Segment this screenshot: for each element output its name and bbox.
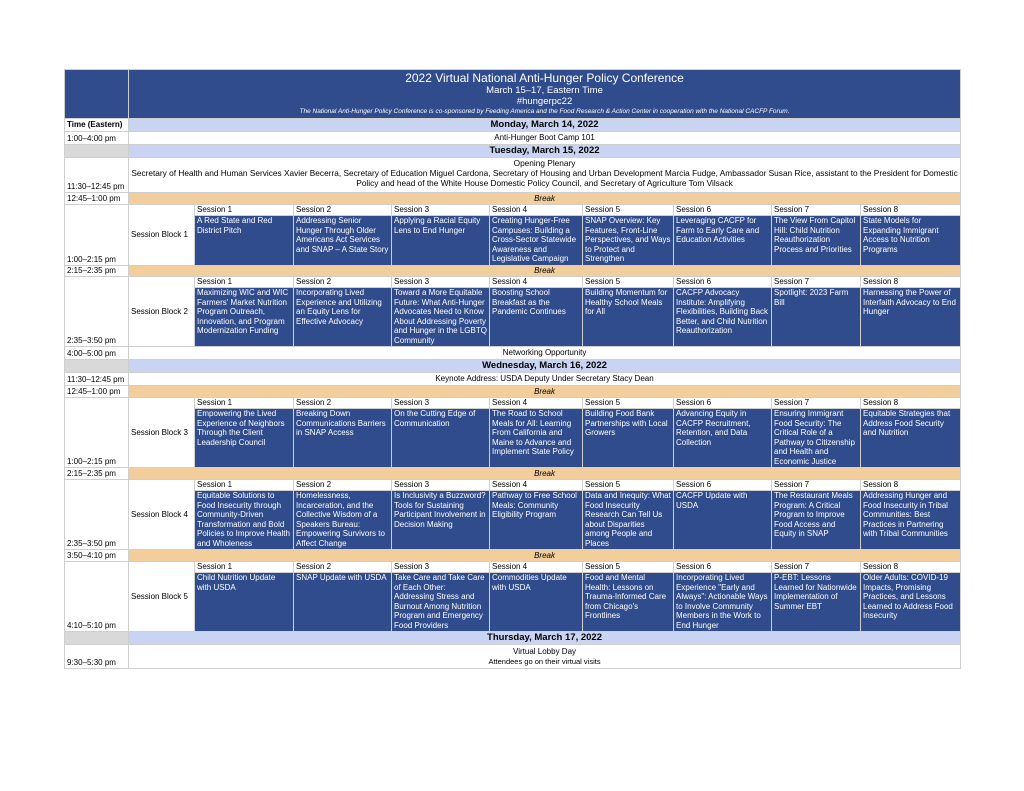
break-row: Break: [129, 468, 961, 480]
session-title: CACFP Advocacy Institute: Amplifying Flexibilities, Building Back Better, and Child Nutrition Reauthorization: [674, 288, 772, 347]
session-label: Session 5: [583, 205, 674, 216]
session-label: Session 5: [583, 562, 674, 573]
session-title: Food and Mental Health: Lessons on Trauma-Informed Care from Chicago's Frontlines: [583, 573, 674, 632]
opening-plenary: [129, 158, 961, 193]
session-label: Session 7: [772, 205, 861, 216]
session-label: Session 1: [195, 480, 294, 491]
session-label: Session 2: [294, 277, 392, 288]
session-label: Session 6: [674, 562, 772, 573]
session-label: Session 6: [674, 205, 772, 216]
session-title: Applying a Racial Equity Lens to End Hunger: [392, 216, 490, 266]
session-label: Session 1: [195, 398, 294, 409]
session-label: Session 2: [294, 398, 392, 409]
time-keynote: 11:30–12:45 pm: [65, 373, 129, 386]
day-heading-thursday: Thursday, March 17, 2022: [129, 632, 961, 645]
header-left-cell: [65, 70, 129, 119]
session-label: Session 4: [490, 398, 583, 409]
session-title: Child Nutrition Update with USDA: [195, 573, 294, 632]
session-label: Session 7: [772, 277, 861, 288]
session-title: Building Food Bank Partnerships with Local Growers: [583, 409, 674, 468]
session-label: Session 3: [392, 562, 490, 573]
lobby-day-title: Virtual Lobby Day: [513, 646, 577, 656]
session-label: Session 2: [294, 205, 392, 216]
time-break: 3:50–4:10 pm: [65, 550, 129, 562]
conference-hashtag: #hungerpc22: [516, 96, 573, 107]
session-title: SNAP Overview: Key Features, Front-Line Perspectives, and Ways to Protect and Strengthen: [583, 216, 674, 266]
time-plenary: 11:30–12:45 pm: [65, 158, 129, 193]
session-label: Session 5: [583, 480, 674, 491]
day-heading-monday: Monday, March 14, 2022: [129, 119, 961, 132]
keynote-event: Keynote Address: USDA Deputy Under Secretary Stacy Dean: [129, 373, 961, 386]
session-label: Session 1: [195, 277, 294, 288]
session-label: Session 7: [772, 398, 861, 409]
lobby-day-subtitle: Attendees go on their virtual visits: [488, 656, 601, 666]
time-session-block-2: 2:35–3:50 pm: [65, 277, 129, 347]
session-title: SNAP Update with USDA: [294, 573, 392, 632]
time-break: 2:15–2:35 pm: [65, 266, 129, 277]
session-label: Session 4: [490, 205, 583, 216]
time-session-block-3: 1:00–2:15 pm: [65, 398, 129, 468]
plenary-speakers: Secretary of Health and Human Services Xavier Becerra, Secretary of Education Miguel Cardona, Secretary of Housing and Urban Development Marcia Fudge, Ambassador Susan Rice, assistant to the President for Domestic Policy and head of the White House Domestic Policy Council, and Secretary of Agriculture Tom Vilsack: [131, 168, 958, 188]
time-session-block-1: 1:00–2:15 pm: [65, 205, 129, 266]
session-title: Creating Hunger-Free Campuses: Building a Cross-Sector Statewide Awareness and Legislative Campaign: [490, 216, 583, 266]
time-break: 12:45–1:00 pm: [65, 193, 129, 205]
session-block-2-label: Session Block 2: [129, 277, 195, 347]
break-row: Break: [129, 266, 961, 277]
day-heading-tuesday: Tuesday, March 15, 2022: [129, 145, 961, 158]
session-label: Session 7: [772, 480, 861, 491]
time-break: 2:15–2:35 pm: [65, 468, 129, 480]
session-title: Take Care and Take Care of Each Other: Addressing Stress and Burnout Among Nutrition Program and Emergency Food Providers: [392, 573, 490, 632]
time-bootcamp: 1:00–4:00 pm: [65, 132, 129, 145]
session-label: Session 3: [392, 205, 490, 216]
session-title: Building Momentum for Healthy School Meals for All: [583, 288, 674, 347]
session-title: Is Inclusivity a Buzzword? Tools for Sustaining Participant Involvement in Decision Making: [392, 491, 490, 550]
session-title: Harnessing the Power of Interfaith Advocacy to End Hunger: [861, 288, 961, 347]
time-session-block-4: 2:35–3:50 pm: [65, 480, 129, 550]
session-label: Session 7: [772, 562, 861, 573]
session-title: The Road to School Meals for All: Learning From California and Maine to Advance and Implement State Policy: [490, 409, 583, 468]
networking-event: Networking Opportunity: [129, 347, 961, 360]
session-label: Session 4: [490, 277, 583, 288]
session-title: Addressing Hunger and Food Insecurity in Tribal Communities: Best Practices in Partnering with Tribal Communities: [861, 491, 961, 550]
session-title: The View From Capitol Hill: Child Nutrition Reauthorization Process and Priorities: [772, 216, 861, 266]
session-block-4-label: Session Block 4: [129, 480, 195, 550]
session-title: Empowering the Lived Experience of Neighbors Through the Client Leadership Council: [195, 409, 294, 468]
session-title: Equitable Strategies that Address Food Security and Nutrition: [861, 409, 961, 468]
session-title: State Models for Expanding Immigrant Access to Nutrition Programs: [861, 216, 961, 266]
session-title: Pathway to Free School Meals: Community Eligibility Program: [490, 491, 583, 550]
session-label: Session 5: [583, 277, 674, 288]
time-spacer: [65, 145, 129, 158]
conference-header: [129, 70, 961, 119]
session-label: Session 8: [861, 562, 961, 573]
session-label: Session 4: [490, 562, 583, 573]
session-title: P-EBT: Lessons Learned for Nationwide Implementation of Summer EBT: [772, 573, 861, 632]
session-label: Session 3: [392, 480, 490, 491]
conference-dates: March 15–17, Eastern Time: [486, 85, 603, 96]
session-title: Commodities Update with USDA: [490, 573, 583, 632]
session-title: Leveraging CACFP for Farm to Early Care and Education Activities: [674, 216, 772, 266]
time-break: 12:45–1:00 pm: [65, 386, 129, 398]
session-title: Spotlight: 2023 Farm Bill: [772, 288, 861, 347]
conference-title: 2022 Virtual National Anti-Hunger Policy Conference: [405, 71, 684, 85]
session-block-5-label: Session Block 5: [129, 562, 195, 632]
session-title: Homelessness, Incarceration, and the Collective Wisdom of a Speakers Bureau: Empowering Survivors to Affect Change: [294, 491, 392, 550]
conference-schedule-table: [64, 69, 961, 669]
session-title: A Red State and Red District Pitch: [195, 216, 294, 266]
session-title: The Restaurant Meals Program: A Critical Program to Improve Food Access and Equity in SNAP: [772, 491, 861, 550]
time-column-header: Time (Eastern): [65, 119, 129, 132]
session-title: Equitable Solutions to Food Insecurity through Community-Driven Transformation and Bold Policies to Improve Health and Wholeness: [195, 491, 294, 550]
session-title: Toward a More Equitable Future: What Anti-Hunger Advocates Need to Know About Addressing Poverty and Hunger in the LGBTQ Community: [392, 288, 490, 347]
session-label: Session 3: [392, 277, 490, 288]
session-label: Session 1: [195, 205, 294, 216]
session-title: Older Adults: COVID-19 Impacts, Promising Practices, and Lessons Learned to Address Food Insecurity: [861, 573, 961, 632]
session-title: Boosting School Breakfast as the Pandemic Continues: [490, 288, 583, 347]
session-label: Session 4: [490, 480, 583, 491]
session-label: Session 8: [861, 398, 961, 409]
session-title: Advancing Equity in CACFP Recruitment, Retention, and Data Collection: [674, 409, 772, 468]
session-title: Breaking Down Communications Barriers in SNAP Access: [294, 409, 392, 468]
plenary-title: Opening Plenary: [513, 158, 576, 168]
session-label: Session 3: [392, 398, 490, 409]
session-label: Session 6: [674, 277, 772, 288]
session-label: Session 8: [861, 205, 961, 216]
break-row: Break: [129, 193, 961, 205]
time-session-block-5: 4:10–5:10 pm: [65, 562, 129, 632]
session-label: Session 2: [294, 562, 392, 573]
session-title: Addressing Senior Hunger Through Older Americans Act Services and SNAP – A State Story: [294, 216, 392, 266]
time-spacer: [65, 360, 129, 373]
session-title: On the Cutting Edge of Communication: [392, 409, 490, 468]
session-label: Session 2: [294, 480, 392, 491]
session-block-3-label: Session Block 3: [129, 398, 195, 468]
bootcamp-event: Anti-Hunger Boot Camp 101: [129, 132, 961, 145]
day-heading-wednesday: Wednesday, March 16, 2022: [129, 360, 961, 373]
session-title: Incorporating Lived Experience and Utilizing an Equity Lens for Effective Advocacy: [294, 288, 392, 347]
lobby-day-event: [129, 645, 961, 669]
session-label: Session 1: [195, 562, 294, 573]
time-networking: 4:00–5:00 pm: [65, 347, 129, 360]
session-label: Session 6: [674, 398, 772, 409]
session-title: Incorporating Lived Experience "Early and Always": Actionable Ways to Involve Community Members in the Work to End Hunger: [674, 573, 772, 632]
time-lobby-day: 9:30–5:30 pm: [65, 645, 129, 669]
time-spacer: [65, 632, 129, 645]
session-block-1-label: Session Block 1: [129, 205, 195, 266]
break-row: Break: [129, 386, 961, 398]
cosponsor-note: The National Anti-Hunger Policy Conference is co-sponsored by Feeding America and the Food Research & Action Center in cooperation with the National CACFP Forum.: [299, 108, 790, 115]
break-row: Break: [129, 550, 961, 562]
session-title: Data and Inequity: What Food Insecurity Research Can Tell Us about Disparities among People and Places: [583, 491, 674, 550]
session-label: Session 8: [861, 480, 961, 491]
session-title: Maximizing WIC and WIC Farmers' Market Nutrition Program Outreach, Innovation, and Program Modernization Funding: [195, 288, 294, 347]
session-label: Session 6: [674, 480, 772, 491]
session-title: CACFP Update with USDA: [674, 491, 772, 550]
session-label: Session 8: [861, 277, 961, 288]
session-label: Session 5: [583, 398, 674, 409]
session-title: Ensuring Immigrant Food Security: The Critical Role of a Pathway to Citizenship and Health and Economic Justice: [772, 409, 861, 468]
